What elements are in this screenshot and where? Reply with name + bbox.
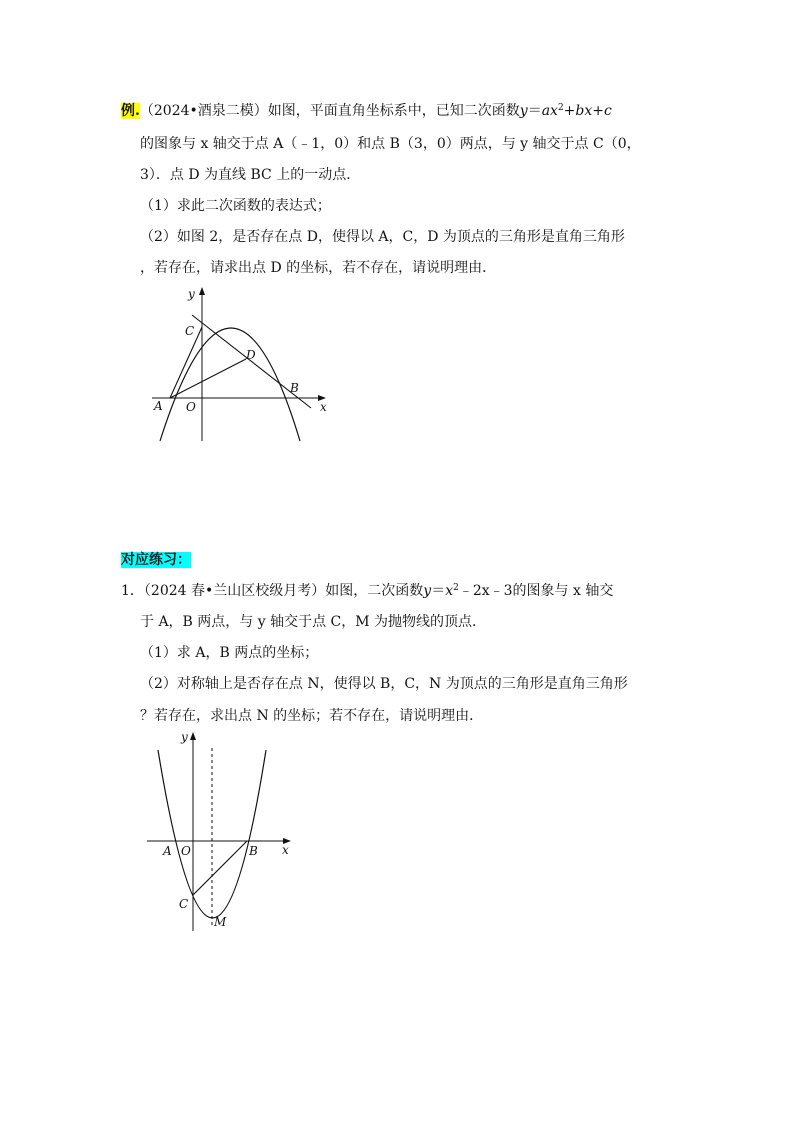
practice-question-1: （1）求 A，B 两点的坐标； <box>140 645 319 661</box>
example-label-a: A <box>154 399 163 413</box>
example-question-1: （1）求此二次函数的表达式； <box>140 198 331 214</box>
practice-y-arrow <box>190 732 196 740</box>
example-label-x: x <box>320 400 327 414</box>
example-label-b: B <box>290 381 299 395</box>
practice-label-m: M <box>214 915 227 929</box>
example-label-o: O <box>186 400 196 414</box>
example-eq-ax: ax <box>541 103 558 119</box>
example-label-d: D <box>246 348 256 362</box>
practice-eq-rest: ﹣2x﹣3 <box>458 583 513 599</box>
example-label-c: C <box>185 324 195 338</box>
practice-figure <box>145 728 305 938</box>
practice-number: 1． <box>121 583 144 599</box>
example-y-arrow <box>199 287 205 295</box>
practice-label-c: C <box>179 897 189 911</box>
example-figure <box>150 285 340 445</box>
practice-source: （2024 春•兰山区校级月考） <box>143 583 326 599</box>
practice-tag: 对应练习： <box>121 552 191 568</box>
practice-label-a: A <box>163 844 172 858</box>
example-line-1 <box>121 101 612 121</box>
practice-line-1 <box>121 581 613 601</box>
practice-heading <box>121 550 191 570</box>
practice-question-2: （2）对称轴上是否存在点 N，使得以 B，C，N 为顶点的三角形是直角三角形 <box>140 676 628 692</box>
practice-eq-y: y <box>423 583 432 599</box>
example-text-1: 如图，平面直角坐标系中，已知二次函数 <box>267 103 520 119</box>
example-eq-exponent: 2 <box>557 103 564 113</box>
practice-eq-exponent: 2 <box>453 583 459 593</box>
practice-line-2: 于 A，B 两点，与 y 轴交于点 C，M 为抛物线的顶点． <box>140 614 487 630</box>
practice-label-x: x <box>282 843 289 857</box>
practice-question-2-cont: ？若存在，求出点 N 的坐标；若不存在，请说明理由． <box>140 708 484 724</box>
example-source: （2024•酒泉二模） <box>139 103 268 119</box>
example-eq-rest: +bx+c <box>563 103 612 119</box>
example-line-2: 的图象与 x 轴交于点 A（﹣1，0）和点 B（3，0）两点，与 y 轴交于点 C（0， <box>140 136 641 152</box>
example-label-y: y <box>188 287 195 301</box>
example-eq-equals: ＝ <box>527 103 542 119</box>
example-question-2: （2）如图 2，是否存在点 D，使得以 A，C，D 为顶点的三角形是直角三角形 <box>140 229 625 245</box>
practice-text-1a: 如图，二次函数 <box>325 583 424 599</box>
practice-label-o: O <box>181 844 191 858</box>
example-segment-ad <box>170 359 246 398</box>
practice-label-b: B <box>249 844 258 858</box>
example-line-3: 3）．点 D 为直线 BC 上的一动点． <box>140 167 361 183</box>
practice-eq-x: x <box>445 583 454 599</box>
example-question-2-cont: ，若存在，请求出点 D 的坐标，若不存在，请说明理由． <box>140 260 497 276</box>
practice-eq-equals: ＝ <box>431 583 446 599</box>
example-eq-y: y <box>519 103 528 119</box>
practice-segment-bc <box>193 841 247 895</box>
practice-label-y: y <box>181 730 188 744</box>
example-tag: 例. <box>121 103 140 119</box>
practice-text-1b: 的图象与 x 轴交 <box>512 583 614 599</box>
